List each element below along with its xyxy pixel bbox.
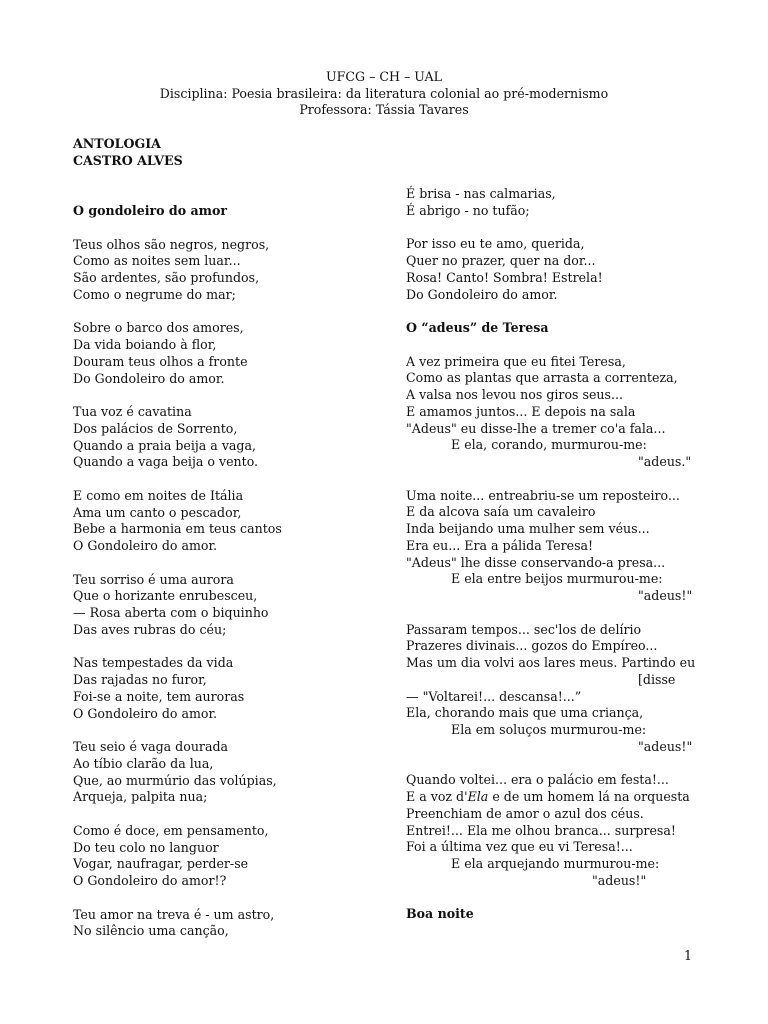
verse: Mas um dia volvi aos lares meus. Partindo eu xyxy=(406,655,696,670)
verse: Prazeres divinais... gozos do Empíreo... xyxy=(406,638,658,654)
verse: Douram teus olhos a fronte xyxy=(73,353,248,369)
verse: Quando a praia beija a vaga, xyxy=(73,437,257,453)
verse: Era eu... Era a pálida Teresa! xyxy=(406,537,594,553)
stanza xyxy=(73,488,393,555)
verse: Das aves rubras do céu; xyxy=(73,621,227,637)
verse: Como as noites sem luar... xyxy=(73,253,241,269)
verse: A vez primeira que eu fitei Teresa, xyxy=(406,353,626,369)
verse-emphasis: Ela xyxy=(467,789,489,804)
stanza xyxy=(73,404,393,471)
verse: — "Voltarei!... descansa!...” xyxy=(406,688,582,704)
verse-refrain: "adeus." xyxy=(638,454,692,469)
verse: Como o negrume do mar; xyxy=(73,286,236,302)
verse: Das rajadas no furor, xyxy=(73,672,207,687)
verse: Entrei!... Ela me olhou branca... surpresa! xyxy=(406,822,676,838)
verse: Como é doce, em pensamento, xyxy=(73,822,269,838)
right-column xyxy=(406,186,726,923)
poem-title-adeus-teresa: O “adeus” de Teresa xyxy=(406,320,549,335)
stanza xyxy=(406,622,726,756)
verse: "Adeus" lhe disse conservando-a presa... xyxy=(406,554,666,570)
verse: Nas tempestades da vida xyxy=(73,655,234,671)
verse: Do Gondoleiro do amor. xyxy=(73,370,225,386)
stanza xyxy=(73,823,393,890)
poem-title-gondoleiro: O gondoleiro do amor xyxy=(73,203,228,218)
stanza xyxy=(406,354,726,471)
verse-refrain: "adeus!" xyxy=(592,872,647,888)
verse: Como as plantas que arrasta a correnteza, xyxy=(406,370,678,386)
verse: Ao tíbio clarão da lua, xyxy=(73,755,214,771)
stanza xyxy=(73,237,393,304)
header-institution: UFCG – CH – UAL xyxy=(326,69,442,84)
verse: Foi-se a noite, tem auroras xyxy=(73,688,245,704)
verse-indented: Ela em soluços murmurou-me: xyxy=(451,722,647,737)
verse: E da alcova saía um cavaleiro xyxy=(406,504,596,520)
anthology-heading xyxy=(73,135,183,169)
verse: Foi a última vez que eu vi Teresa!... xyxy=(406,839,633,855)
verse: Tua voz é cavatina xyxy=(73,404,192,419)
stanza xyxy=(406,772,726,889)
verse: Que o horizante enrubesceu, xyxy=(73,588,258,604)
poem-title-boa-noite: Boa noite xyxy=(406,906,474,922)
stanza xyxy=(73,572,393,639)
verse: Preenchiam de amor o azul dos céus. xyxy=(406,805,644,821)
verse: É abrigo - no tufão; xyxy=(406,202,530,218)
verse: Dos palácios de Sorrento, xyxy=(73,420,238,436)
verse: Teu amor na treva é - um astro, xyxy=(73,906,275,922)
stanza xyxy=(406,488,726,605)
verse-bracket-continuation: [disse xyxy=(638,671,676,687)
verse: Uma noite... entreabriu-se um reposteiro... xyxy=(406,487,680,503)
verse: Ama um canto o pescador, xyxy=(73,504,242,520)
verse: O Gondoleiro do amor. xyxy=(73,705,218,721)
verse: Da vida boiando à flor, xyxy=(73,337,217,352)
anthology-author: CASTRO ALVES xyxy=(73,153,183,168)
verse xyxy=(406,789,726,806)
stanza xyxy=(73,739,393,806)
document-header xyxy=(0,69,768,119)
verse: São ardentes, são profundos, xyxy=(73,270,260,285)
verse: E como em noites de Itália xyxy=(73,487,244,503)
stanza xyxy=(73,655,393,722)
left-column xyxy=(73,203,393,940)
verse: — Rosa aberta com o biquinho xyxy=(73,605,269,620)
verse-indented: E ela entre beijos murmurou-me: xyxy=(451,571,663,587)
verse-part: E a voz d' xyxy=(406,789,468,804)
verse: Arqueja, palpita nua; xyxy=(73,789,208,805)
verse: A valsa nos levou nos giros seus... xyxy=(406,387,623,402)
verse: Quer no prazer, quer na dor... xyxy=(406,253,596,268)
stanza xyxy=(406,186,726,220)
verse-refrain: "adeus!" xyxy=(638,738,693,754)
verse-refrain: "adeus!" xyxy=(638,588,693,603)
stanza xyxy=(73,907,393,941)
verse: Rosa! Canto! Sombra! Estrela! xyxy=(406,269,603,285)
verse: Vogar, naufragar, perder-se xyxy=(73,856,249,872)
verse: Do teu colo no languor xyxy=(73,839,219,855)
verse: Quando a vaga beija o vento. xyxy=(73,454,259,470)
verse-indented: E ela arquejando murmurou-me: xyxy=(451,856,660,871)
anthology-title: ANTOLOGIA xyxy=(73,136,161,151)
stanza xyxy=(406,236,726,303)
verse: Passaram tempos... sec'los de delírio xyxy=(406,621,642,637)
verse: "Adeus" eu disse-lhe a tremer co'a fala... xyxy=(406,420,666,436)
verse: O Gondoleiro do amor!? xyxy=(73,873,227,888)
verse: Inda beijando uma mulher sem véus... xyxy=(406,521,650,536)
verse: E amamos juntos... E depois na sala xyxy=(406,403,636,419)
page-number: 1 xyxy=(684,948,693,963)
verse: Que, ao murmúrio das volúpias, xyxy=(73,772,277,788)
header-professor: Professora: Tássia Tavares xyxy=(299,102,469,117)
header-discipline: Disciplina: Poesia brasileira: da literatura colonial ao pré-modernismo xyxy=(159,85,609,101)
verse: É brisa - nas calmarias, xyxy=(406,186,556,201)
stanza xyxy=(73,320,393,387)
verse: Teu seio é vaga dourada xyxy=(73,739,229,754)
verse: Por isso eu te amo, querida, xyxy=(406,236,585,252)
verse: No silêncio uma canção, xyxy=(73,923,229,939)
verse: O Gondoleiro do amor. xyxy=(73,538,218,553)
verse: Quando voltei... era o palácio em festa!... xyxy=(406,772,669,788)
verse-part: e de um homem lá na orquesta xyxy=(488,789,690,804)
verse: Do Gondoleiro do amor. xyxy=(406,286,558,302)
verse-indented: E ela, corando, murmurou-me: xyxy=(451,437,647,453)
verse: Teu sorriso é uma aurora xyxy=(73,571,234,587)
verse: Bebe a harmonia em teus cantos xyxy=(73,521,282,537)
verse: Teus olhos são negros, negros, xyxy=(73,236,270,252)
verse: Sobre o barco dos amores, xyxy=(73,320,244,336)
verse: Ela, chorando mais que uma criança, xyxy=(406,705,644,721)
